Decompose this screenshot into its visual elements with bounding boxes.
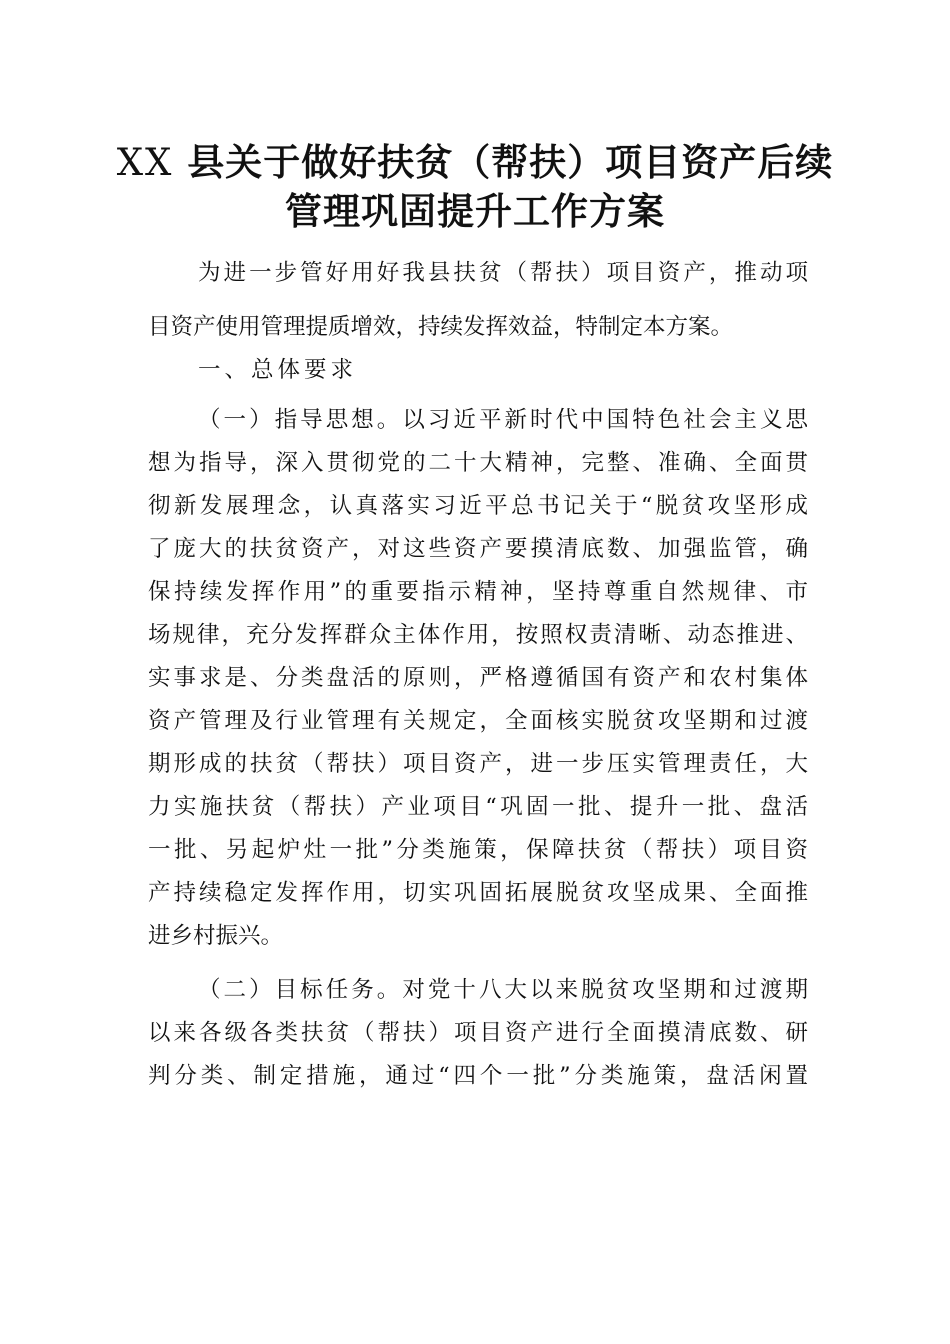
- paragraph-line: 保持续发挥作用”的重要指示精神，坚持尊重自然规律、市: [148, 579, 808, 605]
- paragraph-line: 力实施扶贫（帮扶）产业项目“巩固一批、提升一批、盘活: [148, 794, 808, 820]
- paragraph-line: 场规律，充分发挥群众主体作用，按照权责清晰、动态推进、: [148, 622, 808, 648]
- title-prefix: XX: [116, 141, 174, 184]
- paragraph-line: 想为指导，深入贯彻党的二十大精神，完整、准确、全面贯: [148, 450, 808, 476]
- paragraph-line: 判分类、制定措施，通过“四个一批”分类施策，盘活闲置: [148, 1063, 808, 1089]
- paragraph-line: （一）指导思想。以习近平新时代中国特色社会主义思: [198, 407, 808, 433]
- document-title-line-1: [0, 138, 950, 188]
- paragraph-line: 实事求是、分类盘活的原则，严格遵循国有资产和农村集体: [148, 665, 808, 691]
- paragraph-line: 一批、另起炉灶一批”分类施策，保障扶贫（帮扶）项目资: [148, 837, 808, 863]
- document-title-line-2: 管理巩固提升工作方案: [285, 190, 665, 233]
- paragraph-line: 彻新发展理念，认真落实习近平总书记关于“脱贫攻坚形成: [148, 493, 808, 519]
- paragraph-line: 产持续稳定发挥作用，切实巩固拓展脱贫攻坚成果、全面推: [148, 880, 808, 906]
- title-text-1: 县关于做好扶贫（帮扶）项目资产后续: [173, 141, 834, 184]
- intro-line: 为进一步管好用好我县扶贫（帮扶）项目资产，推动项: [198, 260, 808, 286]
- paragraph-line: （二）目标任务。对党十八大以来脱贫攻坚期和过渡期: [198, 977, 808, 1003]
- paragraph-line: 资产管理及行业管理有关规定，全面核实脱贫攻坚期和过渡: [148, 708, 808, 734]
- paragraph-line: 期形成的扶贫（帮扶）项目资产，进一步压实管理责任，大: [148, 751, 808, 777]
- paragraph-line: 了庞大的扶贫资产，对这些资产要摸清底数、加强监管，确: [148, 536, 808, 562]
- intro-line: 目资产使用管理提质增效，持续发挥效益，特制定本方案。: [148, 314, 734, 340]
- paragraph-line: 以来各级各类扶贫（帮扶）项目资产进行全面摸清底数、研: [148, 1020, 808, 1046]
- paragraph-line: 进乡村振兴。: [148, 923, 284, 949]
- section-heading: 一、总体要求: [198, 357, 358, 383]
